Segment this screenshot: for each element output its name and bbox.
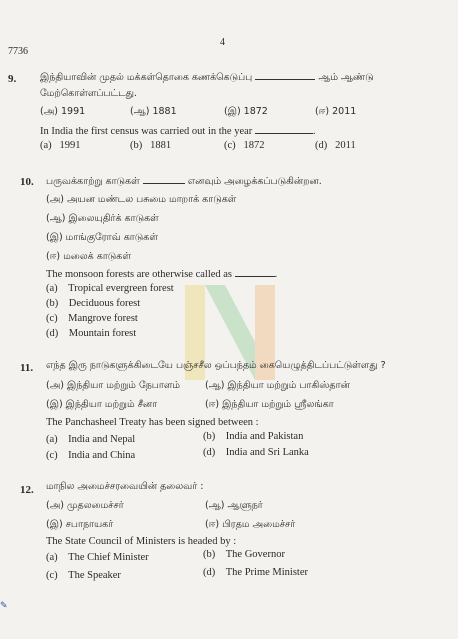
q11-en-option-b: (b) India and Pakistan [203, 431, 304, 442]
q11-en-option-d: (d) India and Sri Lanka [203, 447, 309, 458]
q12-en-option-a: (a) The Chief Minister [46, 552, 149, 563]
q10-en-blank [235, 267, 275, 277]
q9-ta-blank [255, 70, 315, 80]
q9-ta-option-b: (ஆ) 1881 [130, 106, 177, 117]
q12-en-question: The State Council of Ministers is headed by : [46, 536, 237, 547]
q10-ta-option-d: (ஈ) மலைக் காடுகள் [46, 251, 131, 262]
q11-en-question: The Panchasheel Treaty has been signed between : [46, 417, 259, 428]
q9-ta-option-d: (ஈ) 2011 [315, 106, 357, 117]
q9-ta-option-a: (அ) 1991 [40, 106, 86, 117]
q10-en-option-d: (d) Mountain forest [46, 328, 137, 339]
q9-number: 9. [8, 73, 17, 85]
page-number: 4 [220, 37, 225, 48]
q9-en-option-b: (b) 1881 [130, 140, 172, 151]
q12-en-option-b: (b) The Governor [203, 549, 285, 560]
q9-en-question: In India the first census was carried out in the year . [40, 126, 316, 137]
q10-ta-blank [143, 174, 185, 184]
q9-en-option-d: (d) 2011 [315, 140, 356, 151]
q12-ta-option-a: (அ) முதலமைச்சர் [46, 500, 124, 511]
q9-en-blank [255, 124, 313, 134]
q10-ta-question: பருவக்காற்று காடுகள் எனவும் அழைக்கப்படுகின்றன. [46, 176, 322, 187]
q9-ta-question-cont: மேற்கொள்ளப்பட்டது. [40, 88, 137, 99]
q12-ta-question: மாநில அமைச்சரவையின் தலைவர் : [46, 481, 204, 492]
q10-en-option-b: (b) Deciduous forest [46, 298, 141, 309]
q11-ta-option-a: (அ) இந்தியா மற்றும் நேபாளம் [46, 380, 181, 391]
paper-code: 7736 [8, 46, 28, 57]
q11-number: 11. [20, 362, 34, 374]
q10-ta-option-c: (இ) மாங்குரோவ் காடுகள் [46, 232, 158, 243]
q10-en-option-c: (c) Mangrove forest [46, 313, 138, 324]
q9-en-option-a: (a) 1991 [40, 140, 81, 151]
q11-ta-option-c: (இ) இந்தியா மற்றும் சீனா [46, 399, 158, 410]
q10-en-option-a: (a) Tropical evergreen forest [46, 283, 174, 294]
q12-en-option-d: (d) The Prime Minister [203, 567, 308, 578]
q12-ta-option-c: (இ) சபாநாயகர் [46, 519, 114, 530]
q9-ta-option-c: (இ) 1872 [224, 106, 268, 117]
q11-ta-option-b: (ஆ) இந்தியா மற்றும் பாகிஸ்தான் [205, 380, 350, 391]
q11-en-option-a: (a) India and Nepal [46, 434, 136, 445]
q9-en-option-c: (c) 1872 [224, 140, 265, 151]
q9-ta-question: இந்தியாவின் முதல் மக்கள்தொகை கணக்கெடுப்பு ஆம் ஆண்டு [40, 72, 374, 83]
scan-mark-icon: ✎ [0, 600, 8, 610]
q10-ta-option-a: (அ) அயன மண்டல பசுமை மாறாக் காடுகள் [46, 194, 237, 205]
q12-en-option-c: (c) The Speaker [46, 570, 121, 581]
q12-number: 12. [20, 484, 34, 496]
q11-ta-question: எந்த இரு நாடுகளுக்கிடையே பஞ்சசீல ஒப்பந்தம் கையெழுத்திடப்பட்டுள்ளது ? [46, 360, 386, 371]
q11-en-option-c: (c) India and China [46, 450, 136, 461]
q12-ta-option-b: (ஆ) ஆளுநர் [205, 500, 263, 511]
q10-number: 10. [20, 176, 34, 188]
q10-en-question: The monsoon forests are otherwise called as . [46, 269, 278, 280]
q11-ta-option-d: (ஈ) இந்தியா மற்றும் ஸ்ரீலங்கா [205, 399, 334, 410]
q10-ta-option-b: (ஆ) இலையுதிர்க் காடுகள் [46, 213, 159, 224]
q12-ta-option-d: (ஈ) பிரதம அமைச்சர் [205, 519, 296, 530]
